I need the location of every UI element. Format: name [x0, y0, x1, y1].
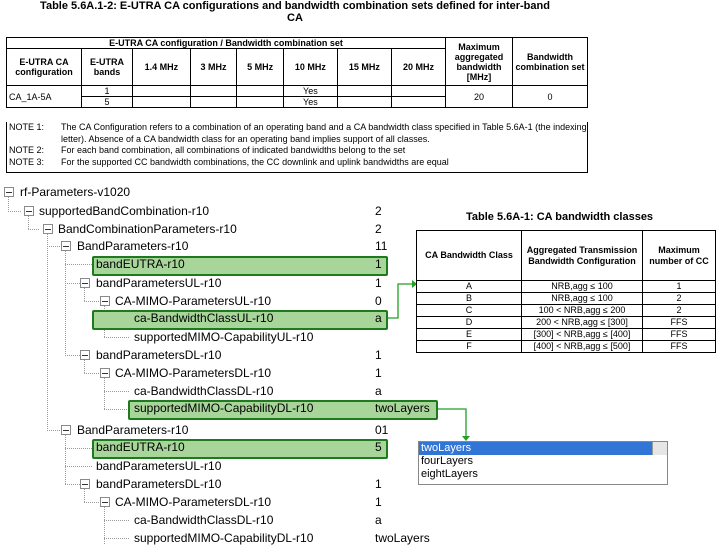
tree-value: 1: [375, 276, 382, 290]
collapse-icon[interactable]: [61, 425, 71, 435]
ca-bandwidth-classes-table: [416, 230, 716, 353]
table1-title-line2: CA: [287, 12, 303, 24]
tree-value: 5: [375, 440, 382, 454]
tree-node-supported-mimo-dl-1[interactable]: supportedMIMO-CapabilityDL-r10: [134, 401, 314, 415]
table-cell: 100 < NRB,agg ≤ 200: [522, 305, 643, 317]
collapse-icon[interactable]: [100, 497, 110, 507]
col-bw-set: Bandwidth combination set: [513, 38, 588, 86]
col-3mhz: 3 MHz: [190, 49, 237, 86]
tree-value: 1: [375, 366, 382, 380]
tree-node-band-eutra-1[interactable]: bandEUTRA-r10: [96, 257, 185, 271]
tree-node-rf-parameters[interactable]: rf-Parameters-v1020: [20, 185, 131, 199]
tree-node-band-combination-parameters[interactable]: BandCombinationParameters-r10: [58, 222, 237, 236]
table-cell: FFS: [643, 329, 716, 341]
tree-node-supported-band-combination[interactable]: supportedBandCombination-r10: [39, 204, 210, 218]
tree-value: 0: [375, 294, 382, 308]
tree-value: 2: [375, 222, 382, 236]
collapse-icon[interactable]: [100, 368, 110, 378]
table-row: [417, 305, 716, 317]
table-cell: B: [417, 293, 522, 305]
table-row: [417, 329, 716, 341]
cell-bw-set: 0: [513, 86, 588, 108]
note-2-label: NOTE 2:: [9, 145, 45, 155]
dropdown-option[interactable]: fourLayers: [421, 455, 473, 467]
col-max-cc: Maximum number of CC: [643, 231, 716, 281]
tree-node-band-parameters-ul-2[interactable]: bandParametersUL-r10: [96, 459, 222, 473]
tree-value: twoLayers: [375, 401, 430, 415]
collapse-icon[interactable]: [61, 241, 71, 251]
table-row: [417, 341, 716, 353]
collapse-icon[interactable]: [80, 350, 90, 360]
table-row: [417, 317, 716, 329]
tree-value: 1: [375, 495, 382, 509]
tree-value: a: [375, 311, 382, 325]
tree-value: twoLayers: [375, 531, 430, 545]
col-max-bw: Maximum aggregated bandwidth [MHz]: [446, 38, 513, 86]
dropdown-arrow-icon[interactable]: [652, 442, 667, 455]
table-row: [417, 293, 716, 305]
collapse-icon[interactable]: [43, 224, 53, 234]
mimo-capability-dropdown[interactable]: [418, 441, 668, 485]
collapse-icon[interactable]: [80, 479, 90, 489]
col-1-4mhz: 1.4 MHz: [133, 49, 191, 86]
col-aggregated-config: Aggregated Transmission Bandwidth Configuration: [522, 231, 643, 281]
group-header: E-UTRA CA configuration / Bandwidth combination set: [7, 38, 446, 49]
tree-value: 1: [375, 477, 382, 491]
col-bands: E-UTRA bands: [82, 49, 133, 86]
tree-node-supported-mimo-ul[interactable]: supportedMIMO-CapabilityUL-r10: [134, 330, 314, 344]
note-3-text: For the supported CC bandwidth combinations, the CC downlink and uplink bandwidths are equal: [61, 156, 449, 167]
tree-node-ca-mimo-parameters-dl-1[interactable]: CA-MIMO-ParametersDL-r10: [115, 366, 272, 380]
note-1-label: NOTE 1:: [9, 122, 45, 132]
table-cell: 2: [643, 305, 716, 317]
dropdown-option[interactable]: twoLayers: [419, 442, 667, 455]
table-cell: 200 < NRB,agg ≤ [300]: [522, 317, 643, 329]
tree-value: 2: [375, 204, 382, 218]
table-cell: [400] < NRB,agg ≤ [500]: [522, 341, 643, 353]
collapse-icon[interactable]: [80, 278, 90, 288]
note-2-text: For each band combination, all combinations of indicated bandwidths belong to the set: [61, 145, 406, 155]
tree-node-band-parameters-1[interactable]: BandParameters-r10: [77, 239, 189, 253]
col-ca-bandwidth-class: CA Bandwidth Class: [417, 231, 522, 281]
tree-value: a: [375, 384, 382, 398]
tree-node-ca-mimo-parameters-ul[interactable]: CA-MIMO-ParametersUL-r10: [115, 294, 272, 308]
tree-value: 11: [375, 239, 388, 253]
collapse-icon[interactable]: [4, 187, 14, 197]
collapse-icon[interactable]: [100, 296, 110, 306]
col-20mhz: 20 MHz: [391, 49, 445, 86]
tree-value: 1: [375, 348, 382, 362]
tree-value: 1: [375, 257, 382, 271]
tree-node-band-eutra-2[interactable]: bandEUTRA-r10: [96, 440, 185, 454]
table-cell: C: [417, 305, 522, 317]
note-3-label: NOTE 3:: [9, 156, 45, 167]
table-cell: FFS: [643, 341, 716, 353]
col-ca-config: E-UTRA CA configuration: [7, 49, 82, 86]
tree-node-band-parameters-ul-1[interactable]: bandParametersUL-r10: [96, 276, 222, 290]
tree-value: a: [375, 513, 382, 527]
dropdown-options: [419, 442, 667, 481]
table-cell: FFS: [643, 317, 716, 329]
table1-title-line1: Table 5.6A.1-2: E-UTRA CA configurations and bandwidth combination sets defined for inter-band: [40, 0, 550, 12]
table-cell: 1: [643, 281, 716, 293]
note-1-text: The CA Configuration refers to a combination of an operating band and a CA bandwidth class specified in Table 5.6A-1 (the indexing letter). Absence of a CA bandwidth class for an operating band implies support of all classes.: [61, 122, 587, 144]
cell-yes1: Yes: [283, 86, 337, 97]
table-cell: D: [417, 317, 522, 329]
table-cell: A: [417, 281, 522, 293]
table-cell: NRB,agg ≤ 100: [522, 293, 643, 305]
table2-title: Table 5.6A-1: CA bandwidth classes: [466, 211, 654, 223]
tree-node-band-parameters-2[interactable]: BandParameters-r10: [77, 423, 189, 437]
cell-max-bw: 20: [446, 86, 513, 108]
collapse-icon[interactable]: [24, 206, 34, 216]
col-15mhz: 15 MHz: [337, 49, 391, 86]
tree-node-ca-mimo-parameters-dl-2[interactable]: CA-MIMO-ParametersDL-r10: [115, 495, 272, 509]
cell-band2: 5: [82, 97, 133, 108]
table-cell: F: [417, 341, 522, 353]
table-cell: [300] < NRB,agg ≤ [400]: [522, 329, 643, 341]
tree-node-supported-mimo-dl-2[interactable]: supportedMIMO-CapabilityDL-r10: [134, 531, 314, 545]
cell-config: CA_1A-5A: [7, 86, 82, 108]
tree-node-ca-bandwidth-class-dl-2[interactable]: ca-BandwidthClassDL-r10: [134, 513, 274, 527]
dropdown-option[interactable]: eightLayers: [421, 468, 478, 480]
table-cell: E: [417, 329, 522, 341]
tree-node-ca-bandwidth-class-dl-1[interactable]: ca-BandwidthClassDL-r10: [134, 384, 274, 398]
tree-node-ca-bandwidth-class-ul[interactable]: ca-BandwidthClassUL-r10: [134, 311, 274, 325]
cell-band1: 1: [82, 86, 133, 97]
col-5mhz: 5 MHz: [237, 49, 284, 86]
cell-yes2: Yes: [283, 97, 337, 108]
table-cell: NRB,agg ≤ 100: [522, 281, 643, 293]
col-10mhz: 10 MHz: [283, 49, 337, 86]
tree-value: 01: [375, 423, 389, 437]
tree-node-band-parameters-dl-1[interactable]: bandParametersDL-r10: [96, 348, 222, 362]
table-cell: 2: [643, 293, 716, 305]
table-row: [417, 281, 716, 293]
table2-body: [417, 281, 716, 353]
tree-node-band-parameters-dl-2[interactable]: bandParametersDL-r10: [96, 477, 222, 491]
